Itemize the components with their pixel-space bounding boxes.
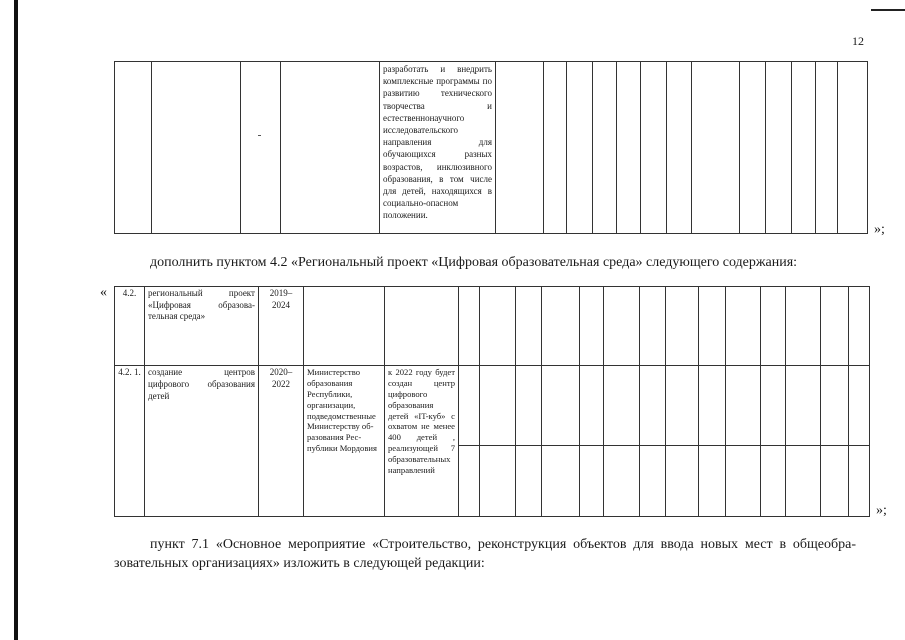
table-cell <box>580 287 604 366</box>
table-cell <box>699 445 726 516</box>
table-cell <box>496 62 544 234</box>
row-period: 2019–2024 <box>259 287 304 366</box>
table-cell <box>726 287 761 366</box>
table-cell <box>726 366 761 445</box>
table-cell <box>786 445 821 516</box>
table-cell <box>241 62 281 234</box>
table-cell <box>459 366 480 445</box>
table-cell <box>786 366 821 445</box>
table-cell <box>761 445 786 516</box>
intro-paragraph: дополнить пунктом 4.2 «Региональный проект «Цифровая образовательная среда» следующего содержания: <box>150 255 798 270</box>
table-cell <box>786 287 821 366</box>
table-row <box>115 366 870 445</box>
table-cell <box>640 287 666 366</box>
table-cell <box>480 366 516 445</box>
table-cell <box>692 62 740 234</box>
table-cell <box>666 366 699 445</box>
table-cell <box>666 445 699 516</box>
row-result: к 2022 году будет создан центр цифрового образования детей «IT-куб» с охватом не менее 400 детей , реализующей 7 образовательных направлений <box>385 366 459 517</box>
table-cell <box>593 62 617 234</box>
table-cell <box>766 62 792 234</box>
page-edge-bar <box>14 0 18 640</box>
table-row <box>115 287 870 366</box>
table-cell <box>542 287 580 366</box>
page-number: 12 <box>852 34 864 48</box>
table-cell <box>567 62 593 234</box>
table-cell <box>604 287 640 366</box>
closing-quote: »; <box>876 503 887 518</box>
table-cell <box>580 445 604 516</box>
table-cell <box>849 366 870 445</box>
table-cell <box>761 366 786 445</box>
final-paragraph: пункт 7.1 «Основное мероприятие «Строительство, реконструкция объектов для ввода новых мест в общеобразовательных организациях» изложить в следующей редакции: <box>114 537 856 571</box>
table-cell <box>459 445 480 516</box>
table-row <box>115 62 868 234</box>
corner-mark <box>871 9 905 11</box>
table-cell <box>821 366 849 445</box>
closing-quote: »; <box>874 222 885 237</box>
table-cell <box>640 445 666 516</box>
table-cell <box>666 287 699 366</box>
table-cell <box>849 287 870 366</box>
table-cell <box>516 287 542 366</box>
row-number: 4.2. <box>115 287 145 366</box>
opening-quote: « <box>100 285 107 300</box>
scan-speck <box>258 135 261 136</box>
table-cell <box>542 366 580 445</box>
row-executor: Министерство образования Республики, организации, подведомственные Министерству образования Республики Мордовия <box>304 366 385 517</box>
table-cell <box>816 62 838 234</box>
table-cell <box>740 62 766 234</box>
table-cell <box>640 366 666 445</box>
table-cell <box>761 287 786 366</box>
table-cell <box>544 62 567 234</box>
table-cell <box>699 366 726 445</box>
table-cell <box>821 445 849 516</box>
row-result <box>385 287 459 366</box>
table-cell <box>792 62 816 234</box>
table-cell <box>667 62 692 234</box>
row-name: создание центров цифрового образования детей <box>145 366 259 517</box>
table-cell <box>516 445 542 516</box>
table-cell <box>580 366 604 445</box>
row-name: региональный проект «Цифровая образовательная среда» <box>145 287 259 366</box>
table-cell <box>152 62 241 234</box>
table-cell <box>604 366 640 445</box>
row-number: 4.2. 1. <box>115 366 145 517</box>
row-period: 2020–2022 <box>259 366 304 517</box>
table-cell <box>849 445 870 516</box>
table-cell <box>641 62 667 234</box>
table-cell <box>699 287 726 366</box>
row-executor <box>304 287 385 366</box>
table-cell <box>516 366 542 445</box>
table-regional-project <box>114 286 870 517</box>
table-continuation <box>114 61 868 234</box>
table-cell <box>604 445 640 516</box>
table-cell <box>459 287 480 366</box>
table-cell <box>617 62 641 234</box>
table-cell <box>726 445 761 516</box>
table-cell <box>480 445 516 516</box>
table-cell <box>115 62 152 234</box>
table-cell <box>281 62 380 234</box>
description-cell: разработать и внедрить комплексные программы по развитию технического творчества и естественнонаучного исследовательского направления для обучающихся разных возрастов, инклюзивного образования, в том числе для детей, находящихся в социально-опасном положении. <box>380 62 496 234</box>
table-cell <box>480 287 516 366</box>
table-cell <box>542 445 580 516</box>
table-cell <box>838 62 868 234</box>
table-cell <box>821 287 849 366</box>
